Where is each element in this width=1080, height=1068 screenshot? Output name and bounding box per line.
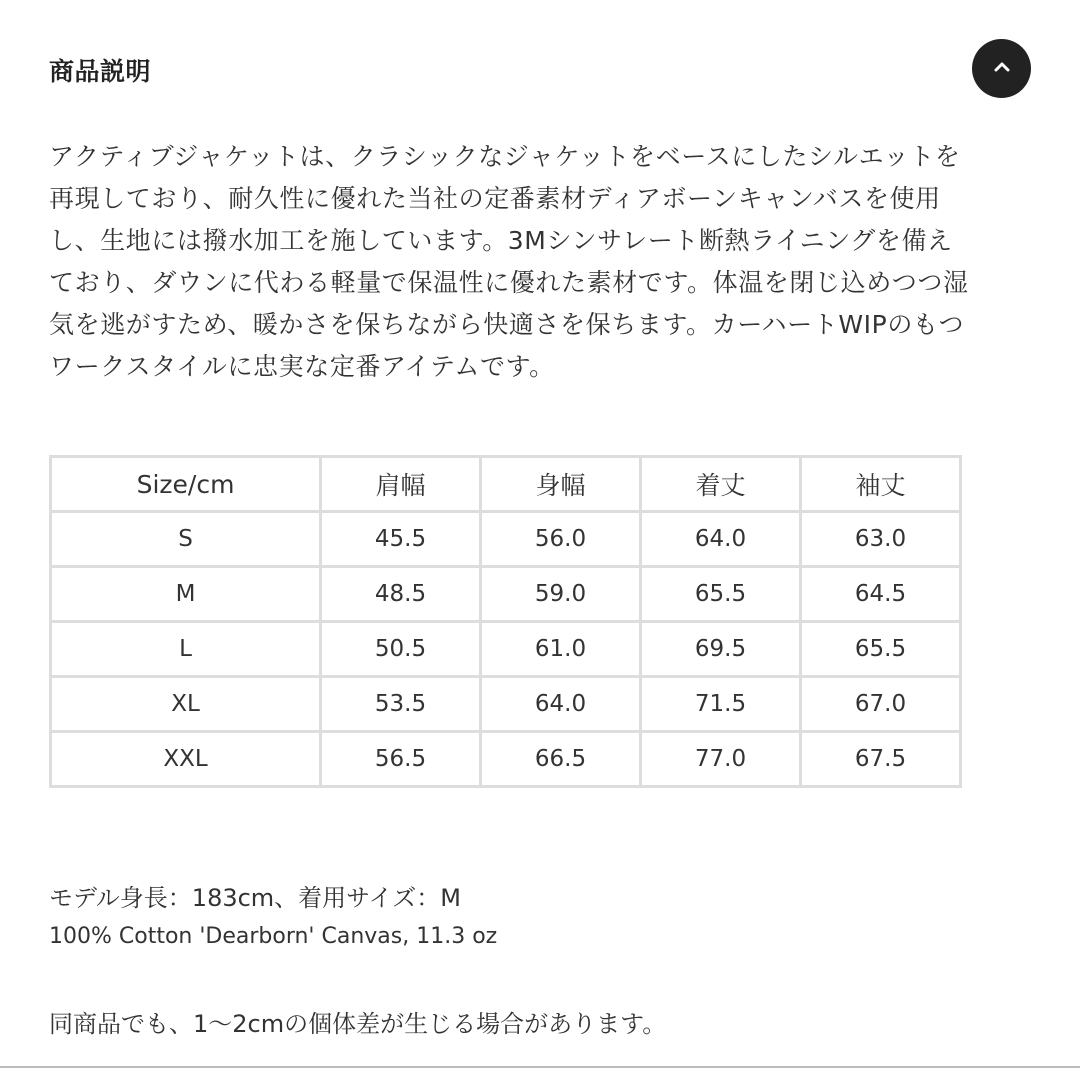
header-length: 着丈 (641, 457, 801, 512)
size-label: S (51, 512, 321, 567)
shoulder-width-value: 48.5 (321, 567, 481, 622)
product-description: アクティブジャケットは、クラシックなジャケットをベースにしたシルエットを再現しており、耐久性に優れた当社の定番素材ディアボーンキャンバスを使用し、生地には撥水加工を施しています。3Mシンサレート断熱ライニングを備えており、ダウンに代わる軽量で保温性に優れた素材です。体温を閉じ込めつつ湿気を逃がすため、暖かさを保ちながら快適さを保ちます。カーハートWIPのもつワークスタイルに忠実な定番アイテムです。 (49, 142, 969, 381)
sleeve-length-value: 67.0 (801, 677, 961, 732)
shoulder-width-value: 56.5 (321, 732, 481, 787)
sleeve-length-value: 64.5 (801, 567, 961, 622)
chevron-up-icon (992, 57, 1012, 80)
model-info: モデル身長：183cm、着用サイズ：M (49, 884, 461, 912)
sleeve-length-value: 67.5 (801, 732, 961, 787)
size-label: M (51, 567, 321, 622)
size-label: L (51, 622, 321, 677)
length-value: 71.5 (641, 677, 801, 732)
shoulder-width-value: 50.5 (321, 622, 481, 677)
section-title: 商品説明 (49, 57, 152, 86)
body-width-value: 64.0 (481, 677, 641, 732)
size-table (49, 455, 962, 788)
table-row (51, 622, 961, 677)
shoulder-width-value: 45.5 (321, 512, 481, 567)
body-width-value: 66.5 (481, 732, 641, 787)
table-row (51, 567, 961, 622)
sleeve-length-value: 63.0 (801, 512, 961, 567)
length-value: 65.5 (641, 567, 801, 622)
table-row (51, 512, 961, 567)
length-value: 64.0 (641, 512, 801, 567)
size-label: XL (51, 677, 321, 732)
table-row (51, 677, 961, 732)
length-value: 69.5 (641, 622, 801, 677)
shoulder-width-value: 53.5 (321, 677, 481, 732)
variance-note: 同商品でも、1〜2cmの個体差が生じる場合があります。 (49, 1010, 667, 1038)
header-body-width: 身幅 (481, 457, 641, 512)
size-label: XXL (51, 732, 321, 787)
length-value: 77.0 (641, 732, 801, 787)
header-sleeve-length: 袖丈 (801, 457, 961, 512)
scroll-to-top-button[interactable] (972, 39, 1031, 98)
body-width-value: 61.0 (481, 622, 641, 677)
table-row (51, 732, 961, 787)
header-shoulder-width: 肩幅 (321, 457, 481, 512)
fabric-info: 100% Cotton 'Dearborn' Canvas, 11.3 oz (49, 924, 498, 949)
body-width-value: 56.0 (481, 512, 641, 567)
table-header-row (51, 457, 961, 512)
body-width-value: 59.0 (481, 567, 641, 622)
sleeve-length-value: 65.5 (801, 622, 961, 677)
header-size: Size/cm (51, 457, 321, 512)
